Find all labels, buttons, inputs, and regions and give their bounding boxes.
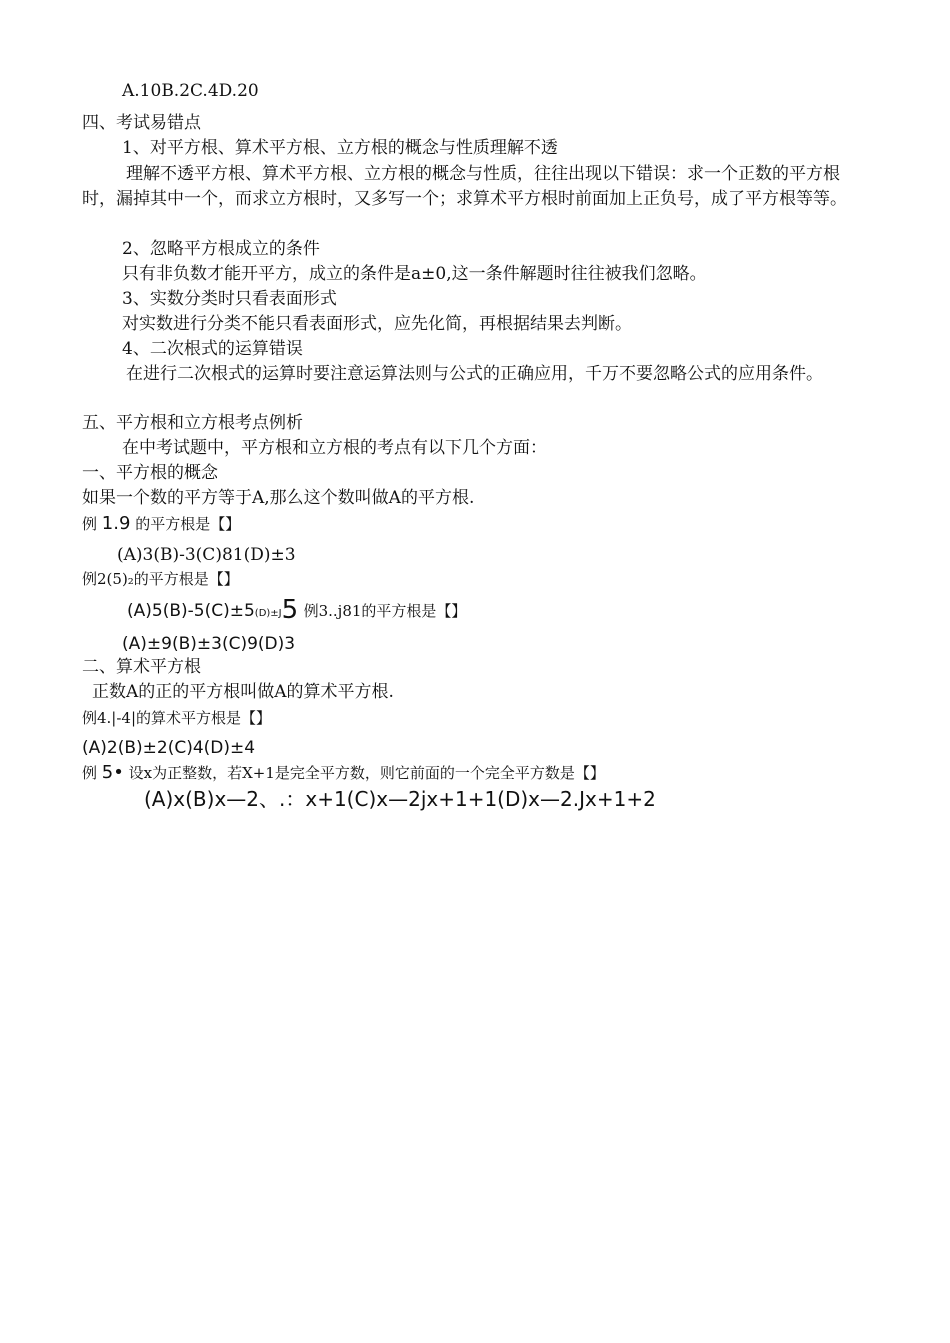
example-5-suffix: 设x为正整数，若X+1是完全平方数，则它前面的一个完全平方数是【】 — [128, 764, 605, 782]
part-1-definition: 如果一个数的平方等于A,那么这个数叫做A的平方根. — [82, 488, 475, 508]
section-4-title: 四、考试易错点 — [82, 113, 201, 133]
example-1-suffix: 的平方根是【】 — [135, 515, 241, 533]
part-2-title: 二、算术平方根 — [82, 657, 201, 677]
section-5-intro: 在中考试题中，平方根和立方根的考点有以下几个方面： — [122, 438, 547, 458]
example-2-question: 例2(5)₂的平方根是【】 — [82, 570, 239, 588]
example-3-options: (A)±9(B)±3(C)9(D)3 — [122, 634, 296, 654]
section-5-title: 五、平方根和立方根考点例析 — [82, 413, 303, 433]
example-4-question: 例4.|-4|的算术平方根是【】 — [82, 709, 272, 727]
example-4-options: (A)2(B)±2(C)4(D)±4 — [82, 738, 256, 758]
error-3-body: 对实数进行分类不能只看表面形式，应先化简，再根据结果去判断。 — [122, 314, 632, 334]
error-4-body: 在进行二次根式的运算时要注意运算法则与公式的正确应用，千万不要忽略公式的应用条件。 — [126, 364, 823, 384]
example-2-and-3-line — [127, 595, 467, 625]
error-1-title: 1、对平方根、算术平方根、立方根的概念与性质理解不透 — [122, 138, 558, 158]
example-5-prefix: 例 — [82, 764, 98, 782]
error-1-body: 理解不透平方根、算术平方根、立方根的概念与性质，往往出现以下错误：求一个正数的平方根时，漏掉其中一个，而求立方根时，又多写一个；求算术平方根时前面加上正负号，成了平方根等等。 — [82, 164, 847, 209]
error-2-title: 2、忽略平方根成立的条件 — [122, 239, 320, 259]
error-3-title: 3、实数分类时只看表面形式 — [122, 289, 337, 309]
previous-question-options: A.10B.2C.4D.20 — [122, 81, 259, 101]
example-2-option-d: (D)±J — [254, 608, 282, 619]
example-1-number: 1.9 — [101, 513, 131, 534]
part-1-title: 一、平方根的概念 — [82, 463, 218, 483]
example-5-question — [82, 762, 605, 784]
example-3-question: 例3..j81的平方根是【】 — [303, 602, 467, 620]
example-5-number: 5• — [101, 762, 124, 783]
example-2-options: (A)5(B)-5(C)±5 — [127, 601, 255, 621]
example-1-prefix: 例 — [82, 515, 98, 533]
error-2-body: 只有非负数才能开平方，成立的条件是a±0,这一条件解题时往往被我们忽略。 — [122, 264, 707, 284]
error-4-title: 4、二次根式的运算错误 — [122, 339, 303, 359]
example-1-options: (A)3(B)-3(C)81(D)±3 — [117, 545, 296, 565]
part-2-definition: 正数A的正的平方根叫做A的算术平方根. — [92, 682, 394, 702]
example-1-question — [82, 513, 240, 535]
example-2-option-d-value: 5 — [281, 595, 299, 625]
example-5-options: (A)x(B)x—2、.：x+1(C)x—2jx+1+1(D)x—2.Jx+1+2 — [144, 787, 656, 811]
